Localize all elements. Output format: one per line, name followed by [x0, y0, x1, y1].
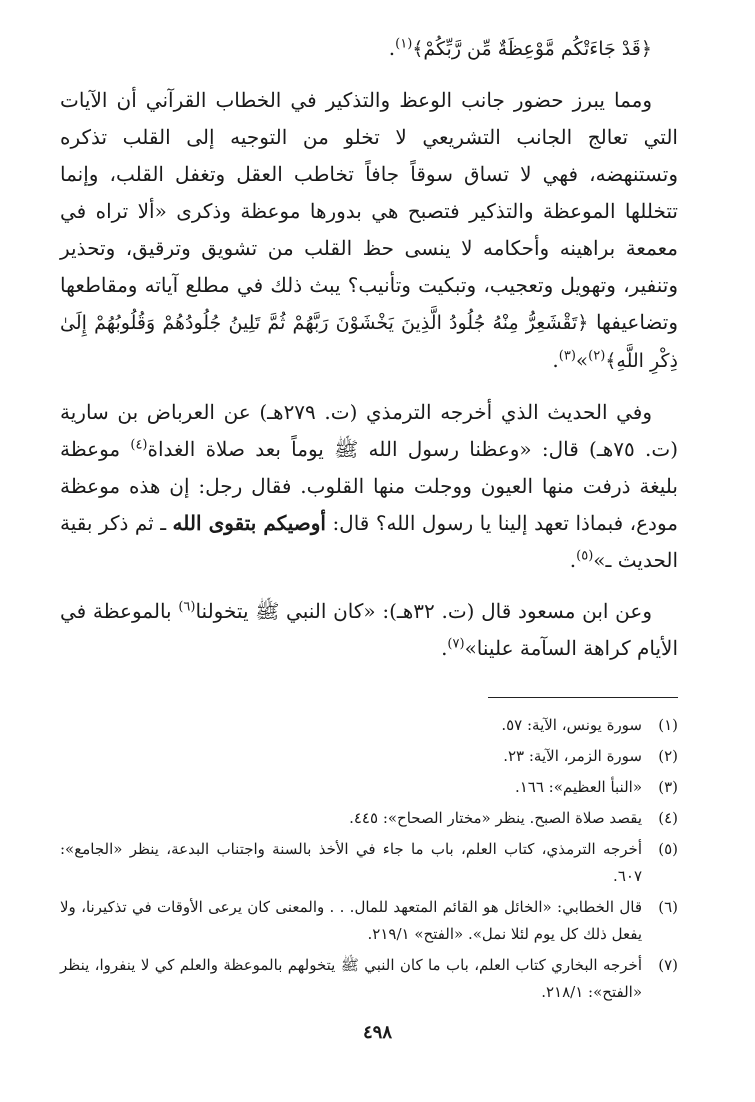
footnote-text: سورة يونس، الآية: ٥٧.	[501, 716, 642, 734]
footnote-item	[60, 712, 678, 739]
footnote-number: (٥)	[658, 840, 678, 858]
footnote-item	[60, 743, 678, 770]
footnote-item	[60, 952, 678, 1006]
footnote-item	[60, 774, 678, 801]
footnote-number: (٢)	[658, 747, 678, 765]
hadith-emphasis: أوصيكم بتقوى الله	[172, 511, 326, 535]
footnote-text: أخرجه الترمذي، كتاب العلم، باب ما جاء في الأخذ بالسنة واجتناب البدعة، ينظر «الجامع»: ٦٠٧.	[60, 840, 642, 885]
paragraph-3: وعن ابن مسعود قال (ت. ٣٢هـ): «كان النبي ﷺ يتخولنا$^{(٦)}$ بالموعظة في الأيام كراهة السآمة علينا»$^{(٧)}$.	[60, 599, 678, 660]
footnote-text: قال الخطابي: «الخائل هو القائم المتعهد للمال. . . والمعنى كان يرعى الأوقات في تذكيرنا، ولا يفعل ذلك كل يوم لئلا نمل». «الفتح» ٢١٩/١.	[60, 898, 642, 943]
footnote-divider	[488, 697, 678, 698]
footnote-text: يقصد صلاة الصبح. ينظر «مختار الصحاح»: ٤٤٥.	[349, 809, 642, 827]
footnote-item	[60, 805, 678, 832]
paragraph-3-text: وعن ابن مسعود قال (ت. ٣٢هـ): «كان النبي ﷺ يتخولنا	[195, 599, 652, 623]
footnote-item	[60, 894, 678, 948]
paragraph-1: ومما يبرز حضور جانب الوعظ والتذكير في الخطاب القرآني أن الآيات التي تعالج الجانب التشريعي لا تخلو من التوجيه إلى القلب تذكره وتستنهضه، فهي لا تساق سوقاً جافاً تخاطب العقل وتغفل القلب، وإنما تتخللها الموعظة والتذكير فتصبح هي بدورها موعظة وذكرى «ألا تراه في معمعة براهينه وأحكامه لا ينسى حظ القلب من تشويق وترقيق، وتحذير وتنفير، وتهويل وتعجيب، وتبكيت وتأنيب؟ يبث ذلك في مطلع آياته ومقاطعها وتضاعيفها ﴿تَقْشَعِرُّ مِنْهُ جُلُودُ الَّذِينَ يَخْشَوْنَ رَبَّهُمْ ثُمَّ تَلِينُ جُلُودُهُمْ وَقُلُوبُهُمْ إِلَىٰ ذِكْرِ اللَّهِ﴾$^{(٢)}$»$^{(٣)}$.	[60, 88, 678, 372]
footnote-ref-5[interactable]: (٥)	[576, 548, 594, 564]
page-number: ٤٩٨	[362, 1022, 392, 1043]
footnote-text: سورة الزمر، الآية: ٢٣.	[503, 747, 642, 765]
footnote-text: «النبأ العظيم»: ١٦٦.	[514, 778, 642, 796]
footnote-number: (٧)	[658, 956, 678, 974]
footnote-ref-4[interactable]: (٤)	[130, 437, 148, 453]
footnote-ref-1[interactable]: (١)	[395, 36, 413, 52]
footnote-number: (١)	[658, 716, 678, 734]
quran-verse-line: ﴿قَدْ جَاءَتْكُم مَّوْعِظَةٌ مِّن رَّبِّكُمْ﴾$^{(١)}$.	[388, 36, 652, 60]
footnote-item	[60, 836, 678, 890]
footnote-number: (٤)	[658, 809, 678, 827]
footnote-ref-3[interactable]: (٣)	[558, 348, 576, 364]
footnote-text: أخرجه البخاري كتاب العلم، باب ما كان النبي ﷺ يتخولهم بالموعظة والعلم كي لا ينفروا، ينظر «الفتح»: ٢١٨/١.	[60, 956, 642, 1001]
paragraph-2-text: وفي الحديث الذي أخرجه الترمذي (ت. ٢٧٩هـ) عن العرباض بن سارية (ت. ٧٥هـ) قال: «وعظنا رسول الله ﷺ يوماً بعد صلاة الغداة	[60, 400, 678, 461]
footnotes	[60, 712, 678, 1006]
page-content	[60, 30, 678, 1010]
footnote-ref-7[interactable]: (٧)	[447, 636, 465, 652]
quran-verse: ﴿قَدْ جَاءَتْكُم مَّوْعِظَةٌ مِّن رَّبِّكُمْ﴾	[412, 38, 652, 60]
footnote-number: (٦)	[658, 898, 678, 916]
quran-verse-inline: ﴿تَقْشَعِرُّ مِنْهُ جُلُودُ الَّذِينَ يَخْشَوْنَ رَبَّهُمْ ثُمَّ تَلِينُ جُلُودُهُمْ وَقُلُوبُهُمْ إِلَىٰ ذِكْرِ اللَّهِ﴾	[60, 312, 678, 372]
footnote-ref-2[interactable]: (٢)	[588, 348, 606, 364]
paragraph-2: وفي الحديث الذي أخرجه الترمذي (ت. ٢٧٩هـ) عن العرباض بن سارية (ت. ٧٥هـ) قال: «وعظنا رسول الله ﷺ يوماً بعد صلاة الغداة$^{(٤)}$ موعظة بليغة ذرفت منها العيون ووجلت منها القلوب. فقال رجل: إن هذه موعظة مودع، فبماذا تعهد إلينا يا رسول الله؟ قال: أوصيكم بتقوى الله ـ ثم ذكر بقية الحديث ـ»$^{(٥)}$.	[60, 400, 678, 572]
footnote-number: (٣)	[658, 778, 678, 796]
footnote-ref-6[interactable]: (٦)	[178, 599, 196, 615]
paragraph-1-text: ومما يبرز حضور جانب الوعظ والتذكير في الخطاب القرآني أن الآيات التي تعالج الجانب التشريعي لا تخلو من التوجيه إلى القلب تذكره وتستنهضه، فهي لا تساق سوقاً جافاً تخاطب العقل وتغفل القلب، وإنما تتخللها الموعظة والتذكير فتصبح هي بدورها موعظة وذكرى «ألا تراه في معمعة براهينه وأحكامه لا ينسى حظ القلب من تشويق وترقيق، وتحذير وتنفير، وتهويل وتعجيب، وتبكيت وتأنيب؟ يبث ذلك في مطلع آياته ومقاطعها وتضاعيفها	[60, 88, 678, 334]
